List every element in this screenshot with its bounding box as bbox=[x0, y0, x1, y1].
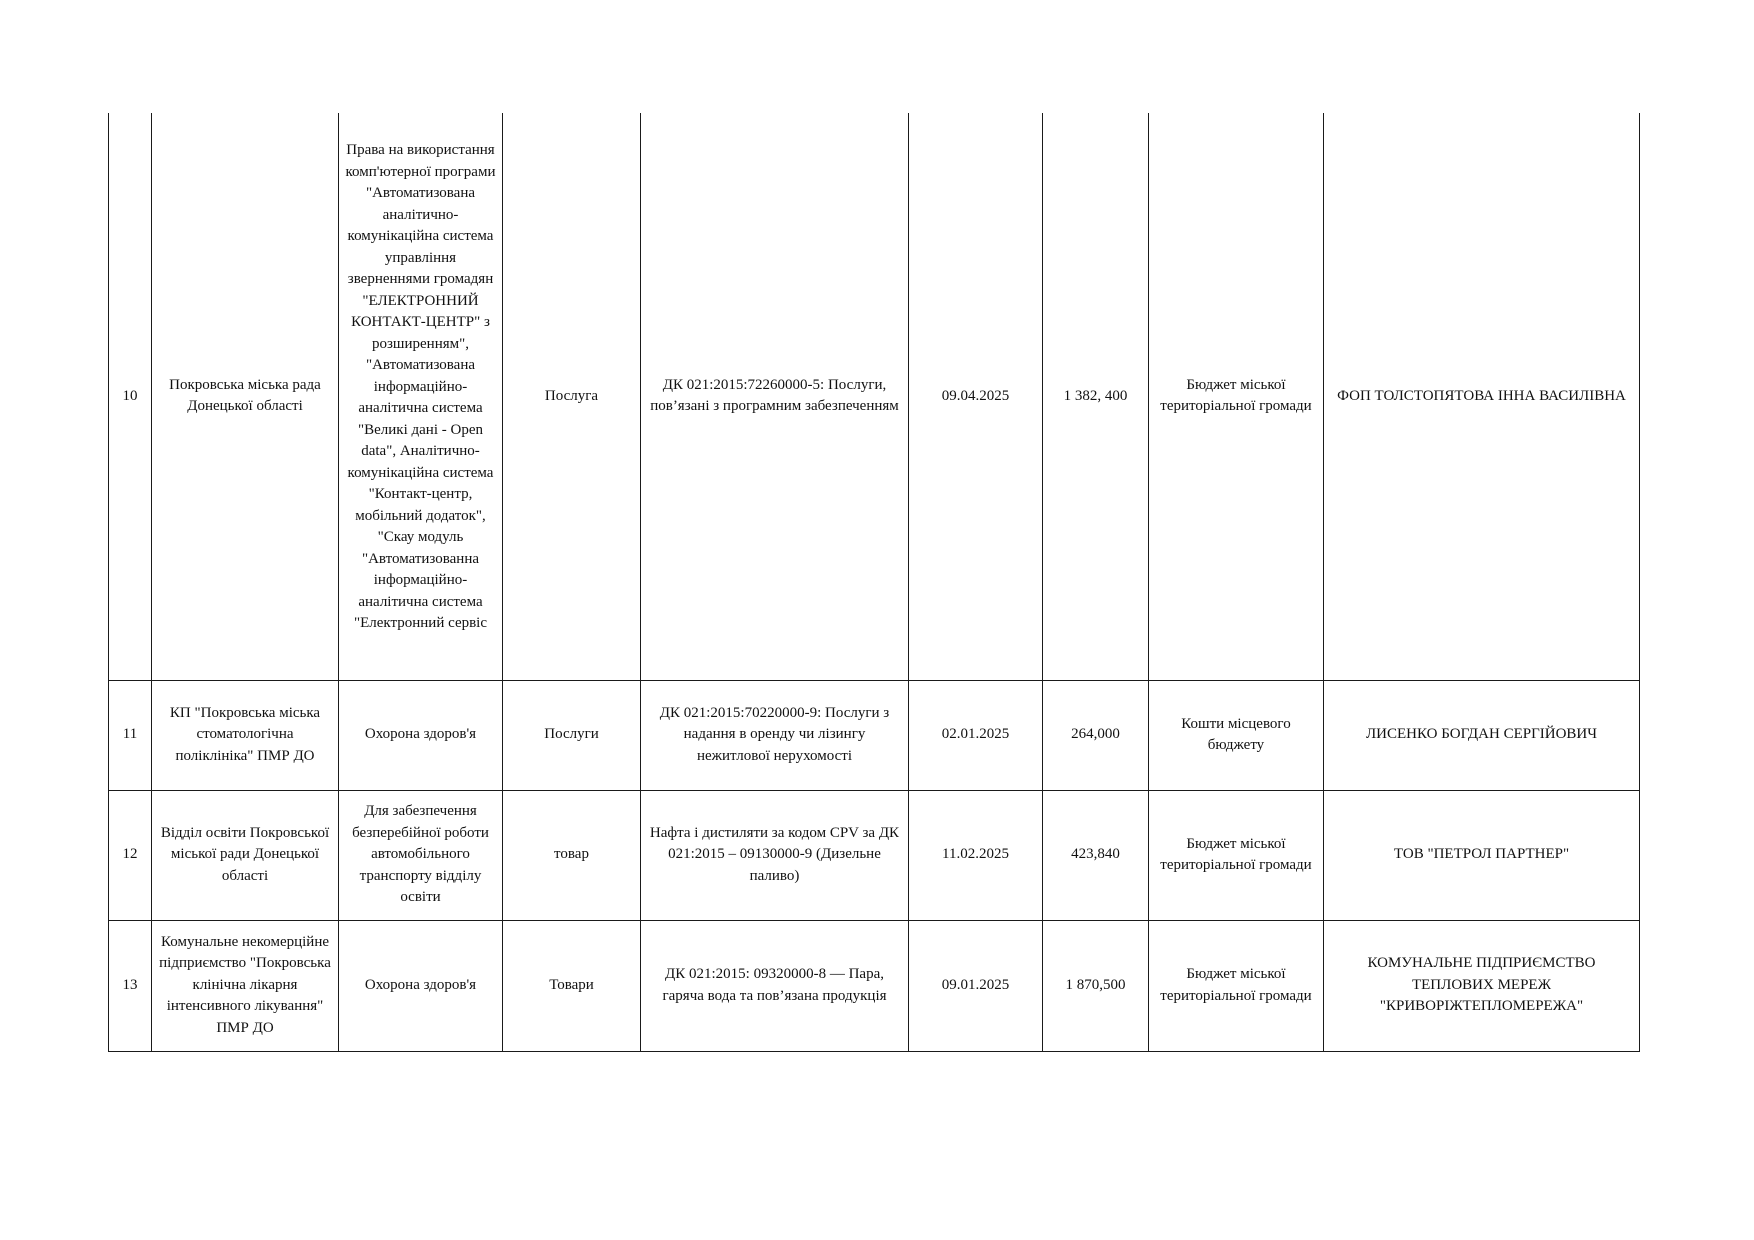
table-row bbox=[109, 113, 1640, 680]
procurement-table bbox=[108, 113, 1640, 1052]
type-cell: Товари bbox=[503, 920, 641, 1051]
code-cell: ДК 021:2015:72260000-5: Послуги, пов’язані з програмним забезпеченням bbox=[641, 113, 909, 680]
customer-cell: КП "Покровська міська стоматологічна поліклініка" ПМР ДО bbox=[152, 680, 339, 790]
code-cell: Нафта і дистиляти за кодом CPV за ДК 021:2015 – 09130000-9 (Дизельне паливо) bbox=[641, 790, 909, 920]
purpose-cell: Охорона здоров'я bbox=[339, 920, 503, 1051]
row-number: 10 bbox=[109, 113, 152, 680]
row-number: 11 bbox=[109, 680, 152, 790]
table-row bbox=[109, 790, 1640, 920]
source-cell: Бюджет міської територіальної громади bbox=[1149, 790, 1324, 920]
type-cell: товар bbox=[503, 790, 641, 920]
customer-cell: Відділ освіти Покровської міської ради Донецької області bbox=[152, 790, 339, 920]
supplier-cell: КОМУНАЛЬНЕ ПІДПРИЄМСТВО ТЕПЛОВИХ МЕРЕЖ "КРИВОРІЖТЕПЛОМЕРЕЖА" bbox=[1324, 920, 1640, 1051]
date-cell: 11.02.2025 bbox=[909, 790, 1043, 920]
supplier-cell: ЛИСЕНКО БОГДАН СЕРГІЙОВИЧ bbox=[1324, 680, 1640, 790]
purpose-cell: Для забезпечення безперебійної роботи автомобільного транспорту відділу освіти bbox=[339, 790, 503, 920]
supplier-cell: ТОВ "ПЕТРОЛ ПАРТНЕР" bbox=[1324, 790, 1640, 920]
code-cell: ДК 021:2015: 09320000-8 — Пара, гаряча вода та пов’язана продукція bbox=[641, 920, 909, 1051]
type-cell: Послуги bbox=[503, 680, 641, 790]
amount-cell: 423,840 bbox=[1043, 790, 1149, 920]
source-cell: Бюджет міської територіальної громади bbox=[1149, 920, 1324, 1051]
row-number: 12 bbox=[109, 790, 152, 920]
date-cell: 02.01.2025 bbox=[909, 680, 1043, 790]
purpose-text: Права на використання комп'ютерної програми "Автоматизована аналітично-комунікаційна система управління зверненнями громадян "ЕЛЕКТРОННИЙ КОНТАКТ-ЦЕНТР" з розширенням", "Автоматизована інформаційно-аналітична система "Великі дані - Open data", Аналітично-комунікаційна система "Контакт-центр, мобільний додаток", "Скау модуль "Автоматизованна інформаційно-аналітична система "Електронний сервіс bbox=[345, 142, 496, 631]
customer-cell: Комунальне некомерційне підприємство "Покровська клінічна лікарня інтенсивного лікування" ПМР ДО bbox=[152, 920, 339, 1051]
code-cell: ДК 021:2015:70220000-9: Послуги з надання в оренду чи лізингу нежитлової нерухомості bbox=[641, 680, 909, 790]
row-number: 13 bbox=[109, 920, 152, 1051]
purpose-cell: Охорона здоров'я bbox=[339, 680, 503, 790]
customer-cell: Покровська міська рада Донецької області bbox=[152, 113, 339, 680]
type-cell: Послуга bbox=[503, 113, 641, 680]
supplier-cell: ФОП ТОЛСТОПЯТОВА ІННА ВАСИЛІВНА bbox=[1324, 113, 1640, 680]
table-row bbox=[109, 920, 1640, 1051]
amount-cell: 1 382, 400 bbox=[1043, 113, 1149, 680]
purpose-cell bbox=[339, 113, 503, 680]
table-row bbox=[109, 680, 1640, 790]
date-cell: 09.04.2025 bbox=[909, 113, 1043, 680]
source-cell: Кошти місцевого бюджету bbox=[1149, 680, 1324, 790]
amount-cell: 1 870,500 bbox=[1043, 920, 1149, 1051]
date-cell: 09.01.2025 bbox=[909, 920, 1043, 1051]
amount-cell: 264,000 bbox=[1043, 680, 1149, 790]
source-cell: Бюджет міської територіальної громади bbox=[1149, 113, 1324, 680]
